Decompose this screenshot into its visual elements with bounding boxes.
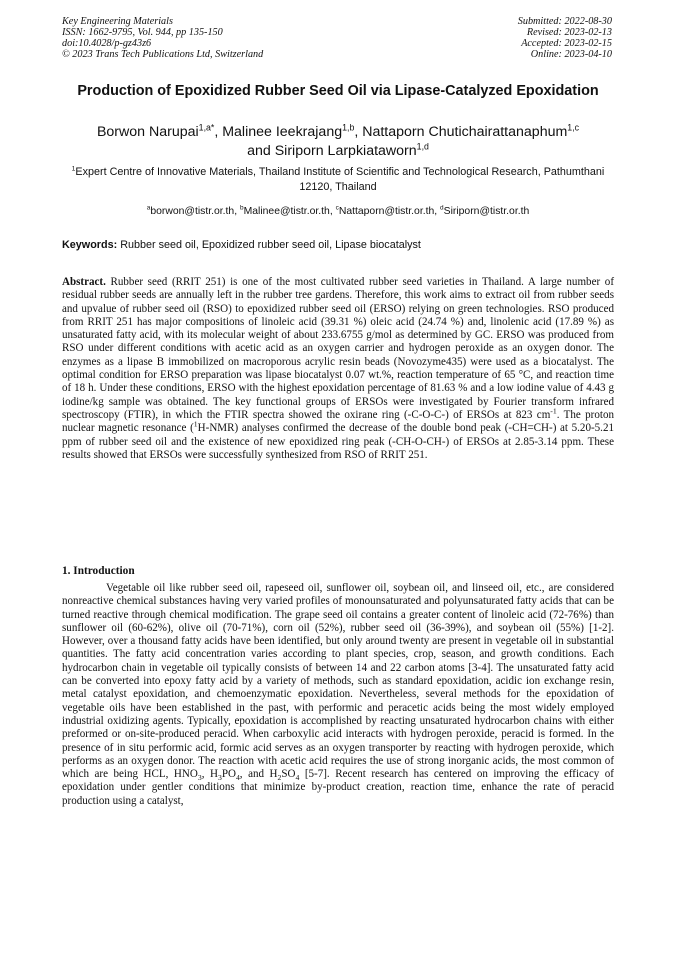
body-text: , and H	[239, 768, 278, 781]
keywords-text: Rubber seed oil, Epoxidized rubber seed oil, Lipase biocatalyst	[117, 239, 421, 251]
subscript: 3	[217, 773, 222, 783]
doi-line: doi:10.4028/p-gz43z6	[62, 38, 152, 49]
journal-header-left	[62, 16, 263, 60]
email-mark: c	[335, 204, 339, 212]
abstract-text: . The proton nuclear magnetic resonance (	[62, 408, 615, 435]
revised-date: Revised: 2023-02-13	[526, 27, 612, 38]
introduction-paragraph	[62, 582, 614, 808]
author-affil-mark: 1,b	[342, 122, 355, 133]
affiliation-text: Expert Centre of Innovative Materials, Thailand Institute of Scientific and Technological Research, Pathumthani 12120, Thailand	[75, 166, 605, 193]
keywords-label: Keywords:	[62, 239, 118, 251]
email-mark: b	[240, 204, 244, 212]
abstract-text: Rubber seed (RRIT 251) is one of the most cultivated rubber seed varieties in Thailand. A large number of residual rubber seeds are annually left in the rubber tree gardens. Therefore, this work aims to extract oil from rubber seeds and upvalue of rubber seed oil (RSO) to epoxidized rubber seed oil (ERSO) relying on green technologies. RSO produced from RRIT 251 has major compositions of linoleic acid (39.31 %) oleic acid (24.74 %) and, linolenic acid (17.89 %) as unsaturated fatty acid, with its molecular weight of about 233.6755 g/mol as determined by GC. ERSO was produced from RSO under different conditions with acetic acid as an oxygen carrier and hydrogen peroxide as an oxygen donor. The enzymes as a lipase B immobilized on macroporous acrylic resin beads (Novozyme435) were used as a biocatalyst. The optimal condition for ERSO preparation was lipase biocatalyst 0.07 wt.%, reaction temperature of 65 °C, and reaction time of 18 h. Under these conditions, ERSO with the highest epoxidation percentage of 81.63 % and a low iodine value of 4.43 g iodine/kg sample was obtained. The key functional groups of ERSOs were investigated by Fourier transform infrared spectroscopy (FTIR), in which the FTIR spectra showed the oxirane ring (-C-O-C-) of ERSOs at 823 cm	[62, 276, 614, 421]
accepted-date: Accepted: 2023-02-15	[521, 38, 612, 49]
abstract-text: H-NMR) analyses confirmed the decrease of the double bond peak (-CH=CH-) at 5.20-5.21 ppm of rubber seed oil and the existence of new epoxidized ring peak (-CH-O-CH-) of ERSOs at 2.85-3.14 ppm. These results showed that ERSOs were successfully synthesized from RSO of RRIT 251.	[62, 422, 614, 461]
email-address: Malinee@tistr.or.th	[243, 206, 330, 217]
author-name: Siriporn Larpkiataworn	[274, 143, 417, 159]
email-separator: ,	[234, 206, 240, 217]
author-separator: and	[247, 143, 275, 159]
email-address: Siriporn@tistr.or.th	[443, 206, 530, 217]
section-heading: 1. Introduction	[62, 565, 135, 577]
subscript: 2	[277, 773, 282, 783]
email-separator: ,	[434, 206, 441, 217]
abstract-superscript: 1	[193, 419, 198, 429]
body-text: SO	[281, 768, 296, 781]
body-text: [5-7]. Recent research has centered on improving the efficacy of epoxidation under gentler conditions that minimize by-product creation, reaction time, enhance the rate of peracid production using a catalyst,	[62, 768, 614, 807]
email-separator: ,	[329, 206, 336, 217]
author-affil-mark: 1,c	[567, 122, 580, 133]
email-address: Nattaporn@tistr.or.th	[338, 206, 435, 217]
author-list	[62, 123, 614, 161]
email-mark: a	[146, 204, 151, 212]
keywords	[62, 238, 614, 252]
abstract-superscript: -1	[550, 406, 557, 416]
abstract	[62, 276, 614, 462]
author-name: Malinee Ieekrajang	[222, 124, 343, 140]
paper-title: Production of Epoxidized Rubber Seed Oil via Lipase-Catalyzed Epoxidation	[77, 83, 599, 99]
issn-line: ISSN: 1662-9795, Vol. 944, pp 135-150	[62, 27, 223, 38]
submitted-date: Submitted: 2022-08-30	[517, 16, 612, 27]
journal-header-right	[518, 16, 612, 60]
author-separator: ,	[214, 124, 223, 140]
copyright-line: © 2023 Trans Tech Publications Ltd, Switzerland	[62, 49, 264, 60]
abstract-label: Abstract.	[62, 276, 106, 288]
affiliation-mark: 1	[71, 165, 76, 173]
author-separator: ,	[354, 124, 363, 140]
subscript: 4	[295, 773, 300, 783]
body-text: , H	[201, 768, 218, 781]
email-address: borwon@tistr.or.th	[150, 206, 235, 217]
online-date: Online: 2023-04-10	[530, 49, 612, 60]
email-mark: d	[440, 204, 444, 212]
author-affil-mark: 1,d	[416, 141, 429, 152]
affiliation	[62, 165, 614, 195]
author-name: Borwon Narupai	[96, 124, 199, 140]
author-affil-mark: 1,a*	[198, 122, 215, 133]
email-list	[62, 205, 614, 218]
body-text: PO	[221, 768, 236, 781]
author-name: Nattaporn Chutichairattanaphum	[362, 124, 568, 140]
subscript: 4	[235, 773, 240, 783]
journal-name: Key Engineering Materials	[62, 16, 173, 27]
body-text: Vegetable oil like rubber seed oil, rapeseed oil, sunflower oil, soybean oil, and linseed oil, etc., are considered nonreactive chemical substances having very varied profiles of monounsaturated and polyunsaturated fatty acids that can be turned reactive through chemical modification. The grape seed oil contains a greater content of linoleic acid (72-76%) than sunflower oil (60-62%), olive oil (70-71%), corn oil (52%), rubber seed oil (36-39%), and soybean oil (55%) [1-2]. However, over a thousand fatty acids have been identified, but only around twenty are present in vegetable oil in substantial quantities. The fatty acid concentration varies according to plant species, crop, season, and growth conditions. Each hydrocarbon chain in vegetable oil typically consists of between 14 and 22 carbon atoms [3-4]. The unsaturated fatty acid can be converted into epoxy fatty acid by a variety of methods, such as standard epoxidation, acidic ion exchange resin, metal catalyst epoxidation, and chemoenzymatic epoxidation. Nevertheless, several methods for the epoxidation of vegetable oils have been established in the past, with performic and peracetic acids being the most widely employed industrial oxidizing agents. Typically, epoxidation is accomplished by reacting unsaturated hydrocarbon chains with either preformed or on-site-produced peracid. When carboxylic acid interacts with hydrogen peroxide, peracid is formed. In the presence of in situ performic acid, formic acid serves as an oxygen transporter by reacting with hydrogen peroxide, which performs as an oxygen donor. The reaction with acetic acid requires the use of strong inorganic acids, the most common of which are being HCL, HNO	[62, 582, 614, 781]
subscript: 3	[197, 773, 202, 783]
